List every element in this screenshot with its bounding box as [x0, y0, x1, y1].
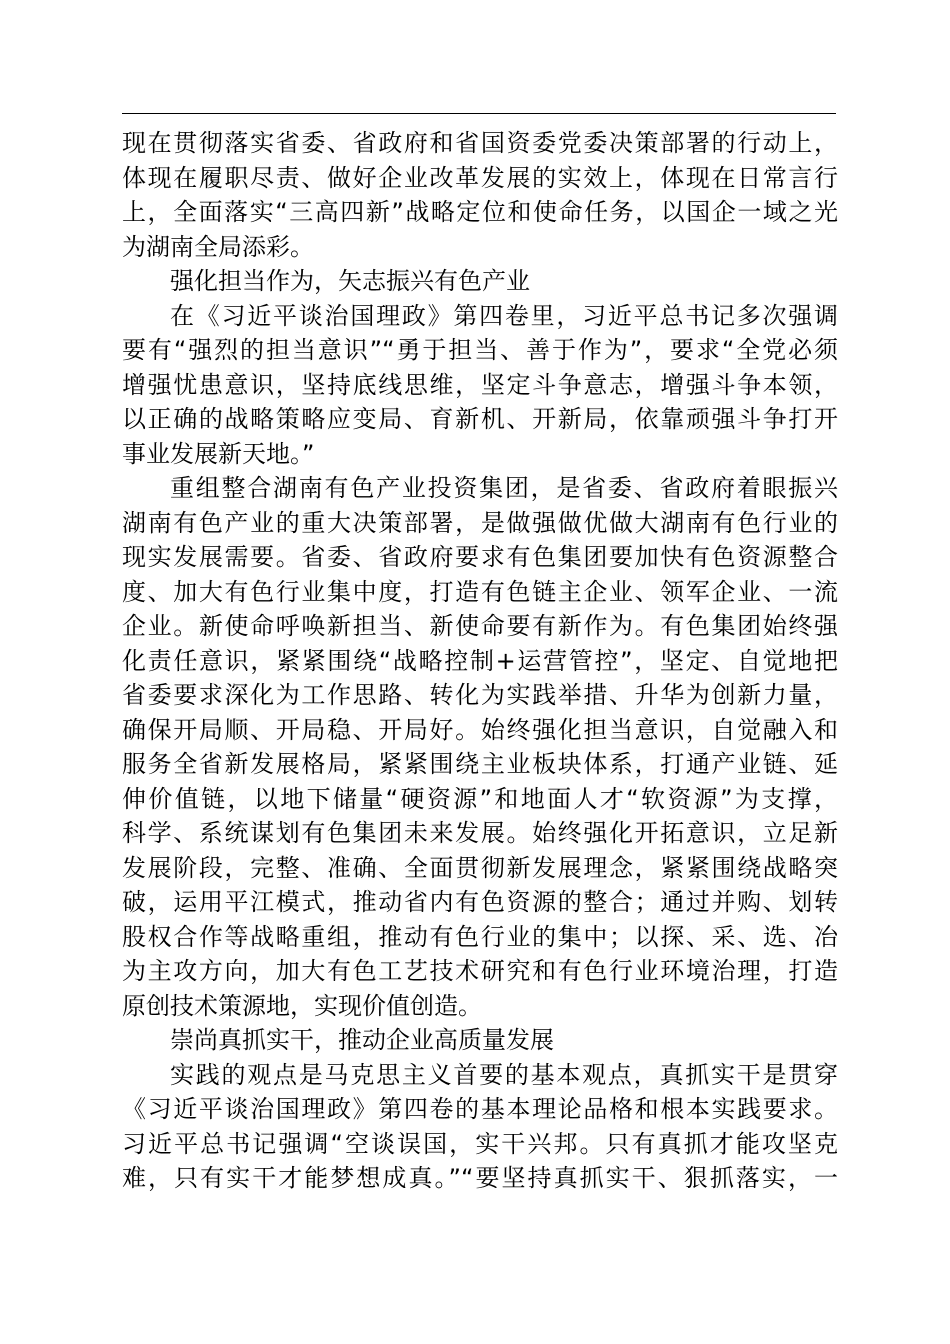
text-line: 湖南有色产业的重大决策部署，是做强做优做大湖南有色行业的: [122, 508, 838, 537]
text-line: 在《习近平谈治国理政》第四卷里，习近平总书记多次强调: [170, 301, 838, 330]
text-line: 现实发展需要。省委、省政府要求有色集团要加快有色资源整合: [122, 543, 838, 571]
text-line: 增强忧患意识，坚持底线思维，坚定斗争意志，增强斗争本领，: [122, 370, 838, 399]
text-line: 度、加大有色行业集中度，打造有色链主企业、领军企业、一流: [122, 577, 838, 606]
text-line: 发展阶段，完整、准确、全面贯彻新发展理念，紧紧围绕战略突: [122, 853, 838, 882]
text-line: 上，全面落实“三高四新”战略定位和使命任务，以国企一域之光: [122, 198, 838, 226]
text-line: 原创技术策源地，实现价值创造。: [122, 991, 482, 1020]
document-body: [122, 126, 838, 1196]
text-line: 科学、系统谋划有色集团未来发展。始终强化开拓意识，立足新: [122, 819, 838, 847]
text-line: 伸价值链，以地下储量“硬资源”和地面人才“软资源”为支撑，: [122, 784, 838, 813]
text-line: 事业发展新天地。”: [122, 439, 315, 468]
text-line: 体现在履职尽责、做好企业改革发展的实效上，体现在日常言行: [122, 163, 838, 192]
text-line: 《习近平谈治国理政》第四卷的基本理论品格和根本实践要求。: [122, 1095, 838, 1123]
text-line: 重组整合湖南有色产业投资集团，是省委、省政府着眼振兴: [170, 474, 838, 502]
text-line: 实践的观点是马克思主义首要的基本观点，真抓实干是贯穿: [170, 1060, 838, 1089]
text-line: 难，只有实干才能梦想成真。”“要坚持真抓实干、狠抓落实，一: [122, 1164, 838, 1192]
section-heading: 崇尚真抓实干，推动企业高质量发展: [170, 1026, 554, 1054]
text-line: 以正确的战略策略应变局、育新机、开新局，依靠顽强斗争打开: [122, 405, 838, 433]
text-line: 习近平总书记强调“空谈误国，实干兴邦。只有真抓才能攻坚克: [122, 1129, 838, 1158]
text-line: 企业。新使命呼唤新担当、新使命要有新作为。有色集团始终强: [122, 612, 838, 640]
section-heading: 强化担当作为，矢志振兴有色产业: [170, 267, 530, 295]
header-rule: [122, 113, 836, 114]
text-line: 为主攻方向，加大有色工艺技术研究和有色行业环境治理，打造: [122, 957, 838, 985]
text-line: 为湖南全局添彩。: [122, 232, 314, 261]
text-line: 现在贯彻落实省委、省政府和省国资委党委决策部署的行动上，: [122, 129, 838, 157]
text-line: 化责任意识，紧紧围绕“战略控制+运营管控”，坚定、自觉地把: [122, 646, 838, 675]
text-line: 股权合作等战略重组，推动有色行业的集中；以探、采、选、冶: [122, 922, 838, 951]
text-line: 要有“强烈的担当意识”“勇于担当、善于作为”，要求“全党必须: [122, 336, 838, 364]
text-line: 省委要求深化为工作思路、转化为实践举措、升华为创新力量，: [122, 681, 838, 709]
text-line: 服务全省新发展格局，紧紧围绕主业板块体系，打通产业链、延: [122, 750, 838, 778]
text-line: 破，运用平江模式，推动省内有色资源的整合；通过并购、划转: [122, 888, 838, 916]
text-line: 确保开局顺、开局稳、开局好。始终强化担当意识，自觉融入和: [122, 715, 838, 744]
